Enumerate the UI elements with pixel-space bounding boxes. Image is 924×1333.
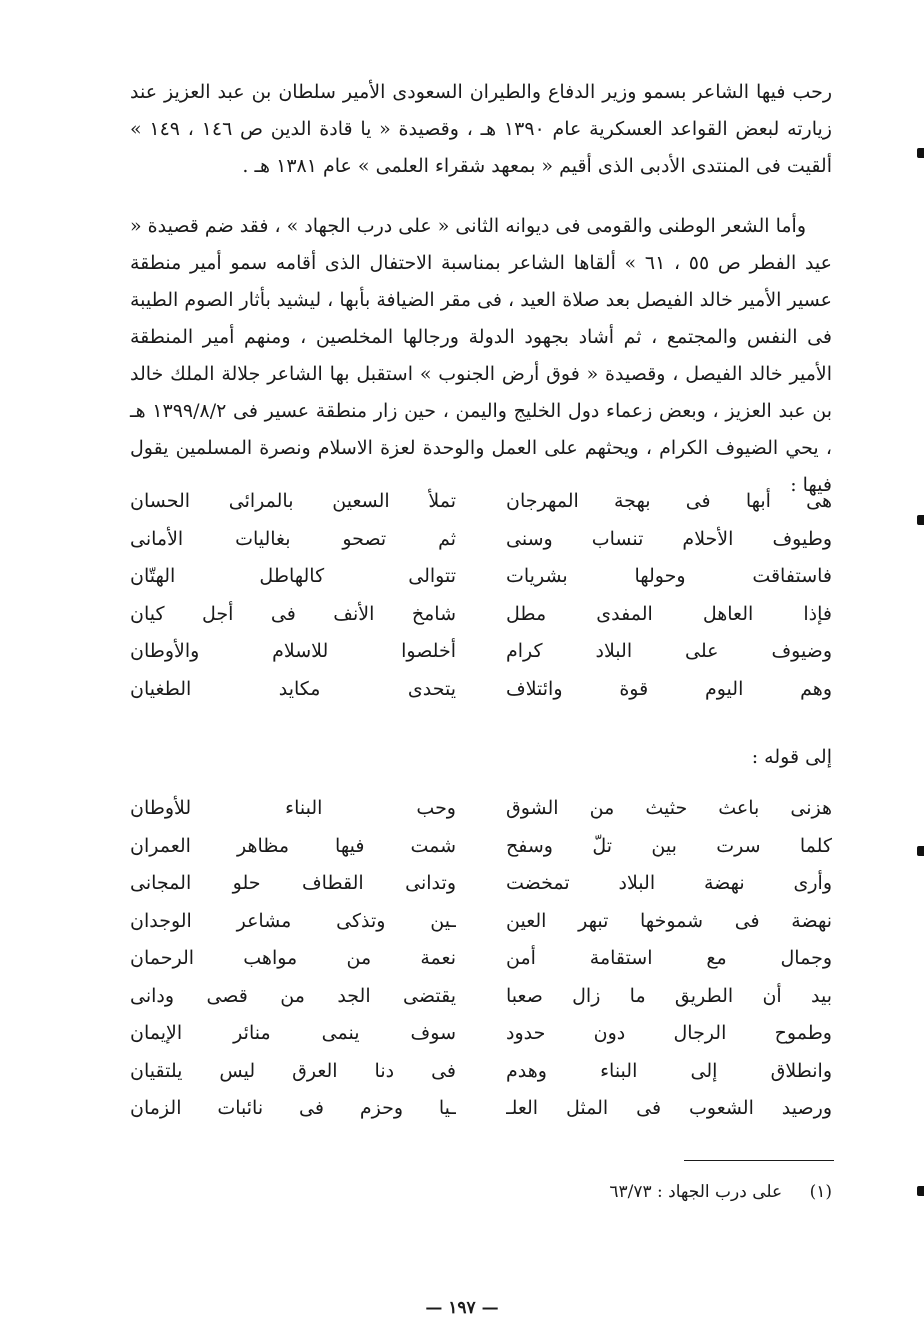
verse-first-hemistich: وطموح الرجال دون حدود — [506, 1022, 832, 1044]
poem-verse — [130, 671, 832, 709]
verse-first-hemistich: وطيوف الأحلام تنساب وسنى — [506, 527, 832, 550]
verse-second-hemistich: وحب البناء للأوطان — [130, 797, 456, 819]
verse-second-hemistich: ـين وتذكى مشاعر الوجدان — [130, 909, 456, 932]
verse-first-hemistich: هى أبها فى بهجة المهرجان — [506, 490, 832, 512]
scan-edge-mark — [917, 515, 924, 525]
poem-verse — [130, 596, 832, 634]
verse-second-hemistich: أخلصوا للاسلام والأوطان — [130, 640, 456, 662]
footnote-number: (١) — [809, 1182, 832, 1202]
verse-second-hemistich: وتدانى القطاف حلو المجانى — [130, 872, 456, 894]
intro-paragraph — [130, 74, 832, 185]
verse-second-hemistich: تملأ السعين بالمرائى الحسان — [130, 490, 456, 512]
footnote — [500, 1178, 832, 1206]
verse-first-hemistich: وهم اليوم قوة وائتلاف — [506, 677, 832, 700]
verse-second-hemistich: ثم تصحو بغاليات الأمانى — [130, 527, 456, 550]
verse-second-hemistich: يتحدى مكايد الطغيان — [130, 677, 456, 700]
poem-verse — [130, 1015, 832, 1053]
verse-first-hemistich: وأرى نهضة البلاد تمخضت — [506, 872, 832, 894]
poem-verse — [130, 1090, 832, 1128]
poem-verse — [130, 903, 832, 941]
verse-second-hemistich: شمت فيها مظاهر العمران — [130, 834, 456, 857]
footnote-text: على درب الجهاد : ٦٣/٧٣ — [609, 1182, 783, 1202]
poem-verse — [130, 483, 832, 521]
verse-first-hemistich: هزنى باعث حثيث من الشوق — [506, 797, 832, 819]
poem-excerpt-1 — [130, 483, 832, 708]
verse-second-hemistich: فى دنا العرق ليس يلتقيان — [130, 1059, 456, 1082]
verse-first-hemistich: بيد أن الطريق ما زال صعبا — [506, 984, 832, 1007]
paragraph-text: رحب فيها الشاعر بسمو وزير الدفاع والطيران السعودى الأمير سلطان بن عبد العزيز عند زيارته لبعض القواعد العسكرية عام ١٣٩٠ هـ ، وقصيدة « يا قادة الدين ص ١٤٦ ، ١٤٩ » ألقيت فى المنتدى الأدبى الذى أقيم « بمعهد شقراء العلمى » عام ١٣٨١ هـ . — [130, 81, 832, 177]
body-paragraph — [130, 208, 832, 504]
verse-first-hemistich: فإذا العاهل المفدى مطل — [506, 602, 832, 625]
poem-verse — [130, 828, 832, 866]
footnote-divider — [684, 1160, 834, 1161]
poem-verse — [130, 865, 832, 903]
poem-verse — [130, 978, 832, 1016]
poem-verse — [130, 521, 832, 559]
scan-edge-mark — [917, 148, 924, 158]
verse-first-hemistich: فاستفاقت وحولها بشريات — [506, 565, 832, 587]
verse-second-hemistich: ـيا وحزم فى نائبات الزمان — [130, 1097, 456, 1119]
verse-second-hemistich: يقتضى الجد من قصى ودانى — [130, 984, 456, 1007]
poem-verse — [130, 940, 832, 978]
verse-second-hemistich: شامخ الأنف فى أجل كيان — [130, 602, 456, 625]
scan-edge-mark — [917, 846, 924, 856]
verse-first-hemistich: كلما سرت بين تلّ وسفح — [506, 834, 832, 857]
poem-verse — [130, 790, 832, 828]
verse-first-hemistich: وضيوف على البلاد كرام — [506, 640, 832, 662]
transition-label: إلى قوله : — [751, 746, 832, 768]
poem-verse — [130, 633, 832, 671]
verse-second-hemistich: نعمة من مواهب الرحمان — [130, 947, 456, 969]
verse-first-hemistich: نهضة فى شموخها تبهر العين — [506, 909, 832, 932]
verse-first-hemistich: وجمال مع استقامة أمن — [506, 947, 832, 969]
poem-verse — [130, 558, 832, 596]
poem-excerpt-2 — [130, 790, 832, 1128]
scan-edge-mark — [917, 1186, 924, 1196]
verse-second-hemistich: سوف ينمى منائر الإيمان — [130, 1022, 456, 1044]
verse-second-hemistich: تتوالى كالهاطل الهتّان — [130, 565, 456, 587]
verse-first-hemistich: وانطلاق إلى البناء وهدم — [506, 1059, 832, 1082]
poem-verse — [130, 1053, 832, 1091]
verse-first-hemistich: ورصيد الشعوب فى المثل العلـ — [506, 1097, 832, 1119]
page-number: — ١٩٧ — — [425, 1298, 499, 1318]
paragraph-text: وأما الشعر الوطنى والقومى فى ديوانه الثانى « على درب الجهاد » ، فقد ضم قصيدة « عيد الفطر ص ٥٥ ، ٦١ » ألقاها الشاعر بمناسبة الاحتفال الذى أقامه سمو أمير منطقة عسير الأمير خالد الفيصل بعد صلاة العيد ، فى مقر الضيافة بأبها ، ليشيد بأثار الصوم الطيبة فى النفس والمجتمع ، ثم أشاد بجهود الدولة ورجالها المخلصين ، ومنهم أمير المنطقة الأمير خالد الفيصل ، وقصيدة « فوق أرض الجنوب » استقبل بها الشاعر جلالة الملك خالد بن عبد العزيز ، وبعض زعماء دول الخليج واليمن ، حين زار منطقة عسير فى ١٣٩٩/٨/٢ هـ ، يحي الضيوف الكرام ، ويحثهم على العمل والوحدة لعزة الاسلام ونصرة المسلمين يقول فيها : — [130, 215, 832, 496]
